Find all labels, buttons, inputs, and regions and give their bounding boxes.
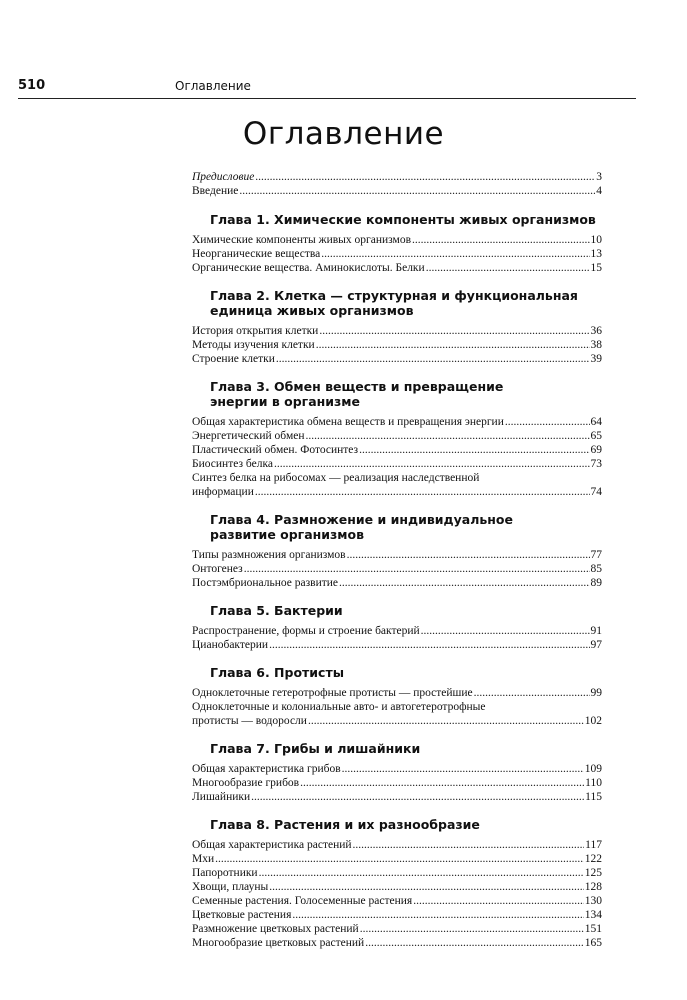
dot-leader <box>292 908 583 922</box>
chapter-heading-line: Глава 8. Растения и их разнообразие <box>210 817 480 832</box>
toc-entry[interactable] <box>192 324 602 338</box>
toc-entry[interactable] <box>192 261 602 275</box>
toc-entry-title: Неорганические вещества <box>192 248 321 260</box>
toc-entry[interactable] <box>192 776 602 790</box>
dot-leader <box>359 443 589 457</box>
toc-entry[interactable] <box>192 880 602 894</box>
chapter-heading-line: Глава 1. Химические компоненты живых организмов <box>210 212 596 227</box>
toc-entry-title: Многообразие грибов <box>192 777 300 789</box>
toc-entry-page: 99 <box>590 687 602 699</box>
dot-leader <box>255 170 595 184</box>
dot-leader <box>239 184 595 198</box>
chapter-heading-line: Глава 3. Обмен веществ и превращение <box>210 379 504 394</box>
toc-entry-page: 65 <box>590 430 602 442</box>
toc-entry-page: 130 <box>584 895 602 907</box>
chapter-heading[interactable] <box>192 512 602 542</box>
toc-entry[interactable] <box>192 894 602 908</box>
toc-entry-title: Распространение, формы и строение бактерий <box>192 625 420 637</box>
toc-entry-page: 39 <box>590 353 602 365</box>
chapter-heading[interactable] <box>192 603 602 618</box>
toc-entry-title-continued: информации <box>192 486 254 498</box>
dot-leader <box>269 880 584 894</box>
chapter-heading-line-continued: развитие организмов <box>210 527 365 542</box>
toc-entry-title: Методы изучения клетки <box>192 339 315 351</box>
toc-entry-title-continued: протисты — водоросли <box>192 715 307 727</box>
toc-entry[interactable] <box>192 936 602 950</box>
toc-entry-page: 74 <box>590 486 602 498</box>
toc-entry[interactable] <box>192 338 602 352</box>
toc-entry-page: 13 <box>590 248 602 260</box>
toc-entry-title: Папоротники <box>192 867 258 879</box>
toc-entry-page: 73 <box>590 458 602 470</box>
toc-entry-title: Мхи <box>192 853 215 865</box>
dot-leader <box>505 415 590 429</box>
dot-leader <box>347 548 590 562</box>
toc-entry-title: Семенные растения. Голосеменные растения <box>192 895 413 907</box>
chapter-heading-line-continued: энергии в организме <box>210 394 360 409</box>
toc-entry[interactable] <box>192 233 602 247</box>
toc-entry[interactable] <box>192 170 602 184</box>
toc-entry-title: Одноклеточные гетеротрофные протисты — простейшие <box>192 687 473 699</box>
toc-entry[interactable] <box>192 247 602 261</box>
toc-entry-page: 3 <box>596 171 602 183</box>
chapter-heading-line: Глава 7. Грибы и лишайники <box>210 741 421 756</box>
toc-entry-title: Общая характеристика грибов <box>192 763 341 775</box>
toc-entry-page: 151 <box>584 923 602 935</box>
dot-leader <box>308 714 584 728</box>
toc-entry-page: 165 <box>584 937 602 949</box>
dot-leader <box>300 776 584 790</box>
chapter-heading-line: Глава 6. Протисты <box>210 665 345 680</box>
toc-entry-page: 15 <box>590 262 602 274</box>
dot-leader <box>274 457 590 471</box>
toc-entry-title: Предисловие <box>192 171 255 183</box>
toc-entry-page: 128 <box>584 881 602 893</box>
toc-entry[interactable] <box>192 457 602 471</box>
toc-entry[interactable] <box>192 562 602 576</box>
toc-entry-page: 64 <box>590 416 602 428</box>
toc-entry-page: 110 <box>585 777 602 789</box>
toc-entry[interactable] <box>192 429 602 443</box>
toc-entry[interactable] <box>192 624 602 638</box>
toc-entry[interactable] <box>192 762 602 776</box>
dot-leader <box>306 429 590 443</box>
toc-entry[interactable] <box>192 443 602 457</box>
table-of-contents <box>192 170 602 950</box>
toc-entry-title: Одноклеточные и колониальные авто- и автогетеротрофные <box>192 701 486 713</box>
dot-leader <box>215 852 584 866</box>
toc-entry-page: 102 <box>584 715 602 727</box>
page-number: 510 <box>18 78 46 93</box>
toc-entry[interactable] <box>192 838 602 852</box>
toc-entry-page: 4 <box>596 185 602 197</box>
dot-leader <box>321 247 589 261</box>
dot-leader <box>276 352 590 366</box>
dot-leader <box>342 762 584 776</box>
toc-entry[interactable] <box>192 415 602 429</box>
toc-entry-title: Постэмбриональное развитие <box>192 577 339 589</box>
toc-entry-page: 10 <box>590 234 602 246</box>
toc-entry[interactable] <box>192 471 602 499</box>
dot-leader <box>426 261 590 275</box>
dot-leader <box>360 922 584 936</box>
toc-entry[interactable] <box>192 922 602 936</box>
toc-entry-title: Химические компоненты живых организмов <box>192 234 411 246</box>
toc-entry[interactable] <box>192 352 602 366</box>
toc-entry-page: 89 <box>590 577 602 589</box>
toc-entry[interactable] <box>192 908 602 922</box>
toc-entry-title: Цветковые растения <box>192 909 292 921</box>
toc-entry-title: Цианобактерии <box>192 639 269 651</box>
dot-leader <box>269 638 589 652</box>
toc-entry[interactable] <box>192 852 602 866</box>
chapter-heading-line-continued: единица живых организмов <box>210 303 414 318</box>
toc-entry-title: Пластический обмен. Фотосинтез <box>192 444 359 456</box>
toc-entry-title: Биосинтез белка <box>192 458 273 470</box>
chapter-heading[interactable] <box>192 288 602 318</box>
chapter-heading-line: Глава 5. Бактерии <box>210 603 343 618</box>
chapter-heading-line: Глава 2. Клетка — структурная и функциональная <box>210 288 578 303</box>
dot-leader <box>244 562 590 576</box>
chapter-heading[interactable] <box>192 741 602 756</box>
dot-leader <box>421 624 590 638</box>
toc-entry[interactable] <box>192 184 602 198</box>
toc-entry-title: Общая характеристика растений <box>192 839 352 851</box>
toc-entry-title: Строение клетки <box>192 353 275 365</box>
toc-entry-page: 134 <box>584 909 602 921</box>
toc-entry-title: Лишайники <box>192 791 251 803</box>
toc-entry-page: 91 <box>590 625 602 637</box>
dot-leader <box>353 838 585 852</box>
toc-entry-title: Многообразие цветковых растений <box>192 937 365 949</box>
chapter-heading[interactable] <box>192 379 602 409</box>
toc-entry[interactable] <box>192 866 602 880</box>
dot-leader <box>412 233 590 247</box>
toc-entry-page: 97 <box>590 639 602 651</box>
toc-entry-title: Общая характеристика обмена веществ и превращения энергии <box>192 416 504 428</box>
toc-entry-title: Синтез белка на рибосомах — реализация наследственной <box>192 472 480 484</box>
toc-entry-page: 38 <box>590 339 602 351</box>
toc-entry-page: 122 <box>584 853 602 865</box>
dot-leader <box>474 686 590 700</box>
toc-entry-title: Хвощи, плауны <box>192 881 269 893</box>
chapter-heading[interactable] <box>192 817 602 832</box>
toc-entry-title: Типы размножения организмов <box>192 549 346 561</box>
chapter-heading[interactable] <box>192 212 602 227</box>
toc-entry-page: 77 <box>590 549 602 561</box>
dot-leader <box>255 485 590 499</box>
toc-entry[interactable] <box>192 700 602 728</box>
toc-entry-title: Размножение цветковых растений <box>192 923 359 935</box>
dot-leader <box>251 790 584 804</box>
toc-entry-title: Введение <box>192 185 239 197</box>
toc-entry[interactable] <box>192 548 602 562</box>
toc-entry-page: 115 <box>585 791 602 803</box>
toc-entry-page: 85 <box>590 563 602 575</box>
chapter-heading[interactable] <box>192 665 602 680</box>
toc-entry[interactable] <box>192 576 602 590</box>
toc-entry-page: 109 <box>584 763 602 775</box>
chapter-heading-line: Глава 4. Размножение и индивидуальное <box>210 512 513 527</box>
toc-entry-title: История открытия клетки <box>192 325 319 337</box>
dot-leader <box>319 324 589 338</box>
dot-leader <box>259 866 584 880</box>
page-title: Оглавление <box>242 116 445 152</box>
running-title: Оглавление <box>175 79 251 93</box>
toc-entry[interactable] <box>192 790 602 804</box>
toc-entry-title: Энергетический обмен <box>192 430 305 442</box>
toc-entry-page: 125 <box>584 867 602 879</box>
page-header <box>18 76 636 99</box>
dot-leader <box>413 894 584 908</box>
toc-entry-title: Органические вещества. Аминокислоты. Белки <box>192 262 425 274</box>
toc-entry-page: 36 <box>590 325 602 337</box>
dot-leader <box>365 936 584 950</box>
toc-entry[interactable] <box>192 638 602 652</box>
toc-entry-page: 69 <box>590 444 602 456</box>
dot-leader <box>316 338 590 352</box>
toc-entry-page: 117 <box>585 839 602 851</box>
dot-leader <box>339 576 589 590</box>
toc-entry[interactable] <box>192 686 602 700</box>
toc-entry-title: Онтогенез <box>192 563 243 575</box>
